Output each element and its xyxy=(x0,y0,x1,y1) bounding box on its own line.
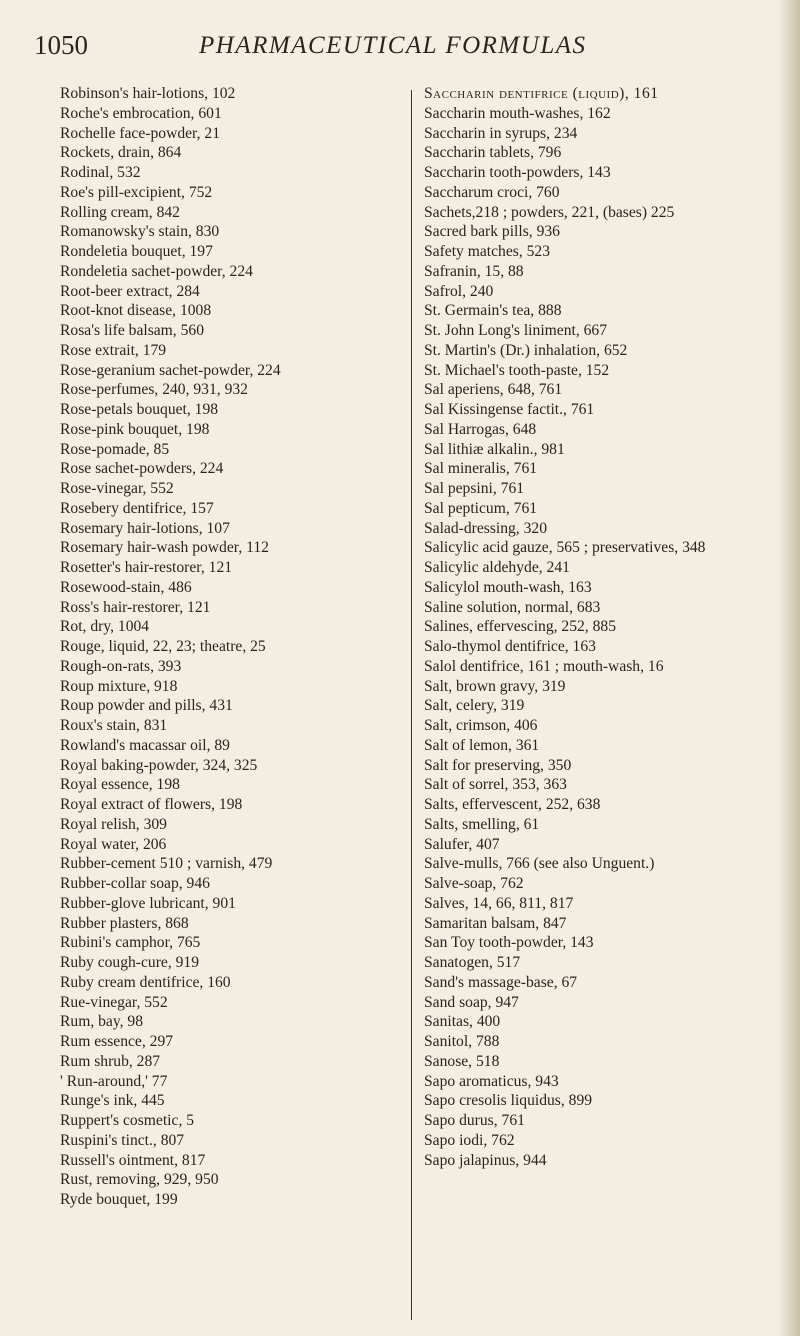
index-entry: Salve-mulls, 766 (see also Unguent.) xyxy=(424,855,655,873)
index-entry: Rochelle face-powder, 21 xyxy=(60,124,221,142)
index-entry: St. Germain's tea, 888 xyxy=(424,302,562,320)
index-entry: Rockets, drain, 864 xyxy=(60,144,182,162)
index-entry: Salines, effervescing, 252, 885 xyxy=(424,618,616,636)
index-entry: Sal Kissingense factit., 761 xyxy=(424,401,595,418)
index-entry: Saccharin in syrups, 234 xyxy=(424,124,578,142)
page-header xyxy=(34,30,760,70)
index-entry: Salves, 14, 66, 811, 817 xyxy=(424,894,574,912)
index-entry: Sanitas, 400 xyxy=(424,1013,501,1031)
index-entry: Rough-on-rats, 393 xyxy=(60,657,182,675)
index-entry: Rowland's macassar oil, 89 xyxy=(60,736,230,754)
index-entry: Rosemary hair-wash powder, 112 xyxy=(60,539,269,557)
index-entry: Rose-pomade, 85 xyxy=(60,440,170,458)
index-column-right xyxy=(424,84,774,1170)
index-entry: Salt for preserving, 350 xyxy=(424,756,572,774)
index-entry: Romanowsky's stain, 830 xyxy=(60,223,220,241)
index-entry: Sal pepticum, 761 xyxy=(424,499,538,517)
index-entry: Salts, smelling, 61 xyxy=(424,815,540,833)
index-entry: Runge's ink, 445 xyxy=(60,1092,165,1110)
index-entry: Salt, brown gravy, 319 xyxy=(424,677,566,695)
index-entry: Saccharin tablets, 796 xyxy=(424,144,562,162)
column-divider xyxy=(411,90,412,1320)
index-entry: Rondeletia bouquet, 197 xyxy=(60,243,213,260)
index-entry: Salicylic acid gauze, 565 ; preservatives, 348 xyxy=(424,539,706,557)
index-entry: Safety matches, 523 xyxy=(424,243,551,260)
index-entry: Rubber-glove lubricant, 901 xyxy=(60,894,236,912)
index-entry-heading: Saccharin dentifrice (liquid), 161 xyxy=(424,85,659,102)
index-entry: Salicylic aldehyde, 241 xyxy=(424,559,570,576)
index-entry: Sal mineralis, 761 xyxy=(424,460,538,478)
index-entry: Rosemary hair-lotions, 107 xyxy=(60,519,230,537)
index-entry: Rodinal, 532 xyxy=(60,164,141,181)
index-entry: Sand soap, 947 xyxy=(424,993,519,1011)
index-entry: Sapo durus, 761 xyxy=(424,1112,525,1129)
index-entry: Rolling cream, 842 xyxy=(60,203,180,221)
index-entry: Sal aperiens, 648, 761 xyxy=(424,381,563,399)
index-entry: San Toy tooth-powder, 143 xyxy=(424,934,594,952)
index-entry: Rose-perfumes, 240, 931, 932 xyxy=(60,381,248,399)
index-entry: Salt, crimson, 406 xyxy=(424,717,538,734)
index-entry: Saline solution, normal, 683 xyxy=(424,598,601,616)
index-entry: Salve-soap, 762 xyxy=(424,875,524,892)
index-entry: Roup mixture, 918 xyxy=(60,677,178,695)
index-entry: Sand's massage-base, 67 xyxy=(424,973,578,991)
index-entry: St. Martin's (Dr.) inhalation, 652 xyxy=(424,341,628,359)
index-entry: Sapo aromaticus, 943 xyxy=(424,1072,559,1090)
index-entry: Royal extract of flowers, 198 xyxy=(60,796,243,813)
index-entry: Rust, removing, 929, 950 xyxy=(60,1171,219,1189)
index-entry: Rosebery dentifrice, 157 xyxy=(60,499,214,517)
page-edge-shadow xyxy=(778,0,800,1336)
index-entry: Sal Harrogas, 648 xyxy=(424,420,537,438)
index-entry: Rum essence, 297 xyxy=(60,1033,174,1050)
index-entry: Salufer, 407 xyxy=(424,835,500,853)
index-entry: St. Michael's tooth-paste, 152 xyxy=(424,361,610,379)
index-entry: Root-knot disease, 1008 xyxy=(60,302,212,320)
index-entry: Saccharin mouth-washes, 162 xyxy=(424,104,611,122)
index-entry: Rot, dry, 1004 xyxy=(60,618,150,636)
index-entry: Rue-vinegar, 552 xyxy=(60,993,168,1011)
index-entry: Ruppert's cosmetic, 5 xyxy=(60,1112,195,1129)
index-entry: Root-beer extract, 284 xyxy=(60,282,200,300)
running-title: PHARMACEUTICAL FORMULAS xyxy=(199,32,587,59)
index-entry: Rose-pink bouquet, 198 xyxy=(60,420,210,438)
index-entry: Safrol, 240 xyxy=(424,282,494,300)
index-entry: Ross's hair-restorer, 121 xyxy=(60,598,211,616)
index-entry: Saccharum croci, 760 xyxy=(424,183,560,201)
index-entry: Roe's pill-excipient, 752 xyxy=(60,183,213,201)
index-entry: Salts, effervescent, 252, 638 xyxy=(424,796,601,813)
index-entry: Royal baking-powder, 324, 325 xyxy=(60,756,258,774)
index-entry: Russell's ointment, 817 xyxy=(60,1151,206,1169)
index-entry: Sapo jalapinus, 944 xyxy=(424,1151,547,1169)
index-entry: Ryde bouquet, 199 xyxy=(60,1191,178,1208)
index-entry: Ruby cough-cure, 919 xyxy=(60,954,200,971)
index-entry: Rum shrub, 287 xyxy=(60,1052,161,1070)
index-entry: Rose sachet-powders, 224 xyxy=(60,460,224,478)
index-column-left xyxy=(60,84,380,1210)
index-entry: Roche's embrocation, 601 xyxy=(60,104,222,122)
index-entry: Rosewood-stain, 486 xyxy=(60,578,192,596)
index-entry: Rubber-collar soap, 946 xyxy=(60,875,210,892)
index-entry: Rubber plasters, 868 xyxy=(60,914,189,932)
index-entry: Saccharin tooth-powders, 143 xyxy=(424,164,611,181)
index-entry: Rosa's life balsam, 560 xyxy=(60,322,204,339)
index-entry: Safranin, 15, 88 xyxy=(424,262,524,280)
index-entry: Salo-thymol dentifrice, 163 xyxy=(424,638,596,655)
index-entry: Rubini's camphor, 765 xyxy=(60,934,201,952)
index-entry: Rose-vinegar, 552 xyxy=(60,480,174,497)
index-entry: Samaritan balsam, 847 xyxy=(424,914,567,932)
index-entry: Salol dentifrice, 161 ; mouth-wash, 16 xyxy=(424,657,664,675)
index-entry: Royal relish, 309 xyxy=(60,815,167,833)
index-entry: St. John Long's liniment, 667 xyxy=(424,322,608,339)
index-entry: Sapo iodi, 762 xyxy=(424,1131,515,1149)
index-entry: Rubber-cement 510 ; varnish, 479 xyxy=(60,855,273,873)
index-entry: ' Run-around,' 77 xyxy=(60,1072,168,1090)
index-entry: Salt, celery, 319 xyxy=(424,697,525,715)
index-entry: Royal water, 206 xyxy=(60,835,167,853)
index-entry: Sachets,218 ; powders, 221, (bases) 225 xyxy=(424,203,675,221)
index-entry: Rouge, liquid, 22, 23; theatre, 25 xyxy=(60,638,266,655)
index-entry: Sal pepsini, 761 xyxy=(424,480,525,497)
index-entry: Rum, bay, 98 xyxy=(60,1013,144,1031)
index-entry: Sanose, 518 xyxy=(424,1052,500,1070)
index-entry: Salt of sorrel, 353, 363 xyxy=(424,776,567,794)
index-entry: Sanatogen, 517 xyxy=(424,954,521,971)
page-number: 1050 xyxy=(34,30,88,60)
index-entry: Sal lithiæ alkalin., 981 xyxy=(424,440,565,458)
index-entry: Sanitol, 788 xyxy=(424,1033,500,1050)
index-entry: Ruby cream dentifrice, 160 xyxy=(60,973,231,991)
index-entry: Salad-dressing, 320 xyxy=(424,519,547,537)
index-entry: Royal essence, 198 xyxy=(60,776,180,794)
index-entry: Rose-petals bouquet, 198 xyxy=(60,401,219,418)
index-entry: Roux's stain, 831 xyxy=(60,717,168,734)
index-entry: Robinson's hair-lotions, 102 xyxy=(60,85,236,102)
index-entry: Sacred bark pills, 936 xyxy=(424,223,560,241)
index-entry: Ruspini's tinct., 807 xyxy=(60,1131,185,1149)
index-entry: Roup powder and pills, 431 xyxy=(60,697,233,715)
index-entry: Rondeletia sachet-powder, 224 xyxy=(60,262,253,280)
index-entry: Rose extrait, 179 xyxy=(60,341,167,359)
index-entry: Rose-geranium sachet-powder, 224 xyxy=(60,361,281,379)
index-entry: Salt of lemon, 361 xyxy=(424,736,540,754)
index-entry: Rosetter's hair-restorer, 121 xyxy=(60,559,233,576)
index-entry: Salicylol mouth-wash, 163 xyxy=(424,578,592,596)
index-entry: Sapo cresolis liquidus, 899 xyxy=(424,1092,593,1110)
